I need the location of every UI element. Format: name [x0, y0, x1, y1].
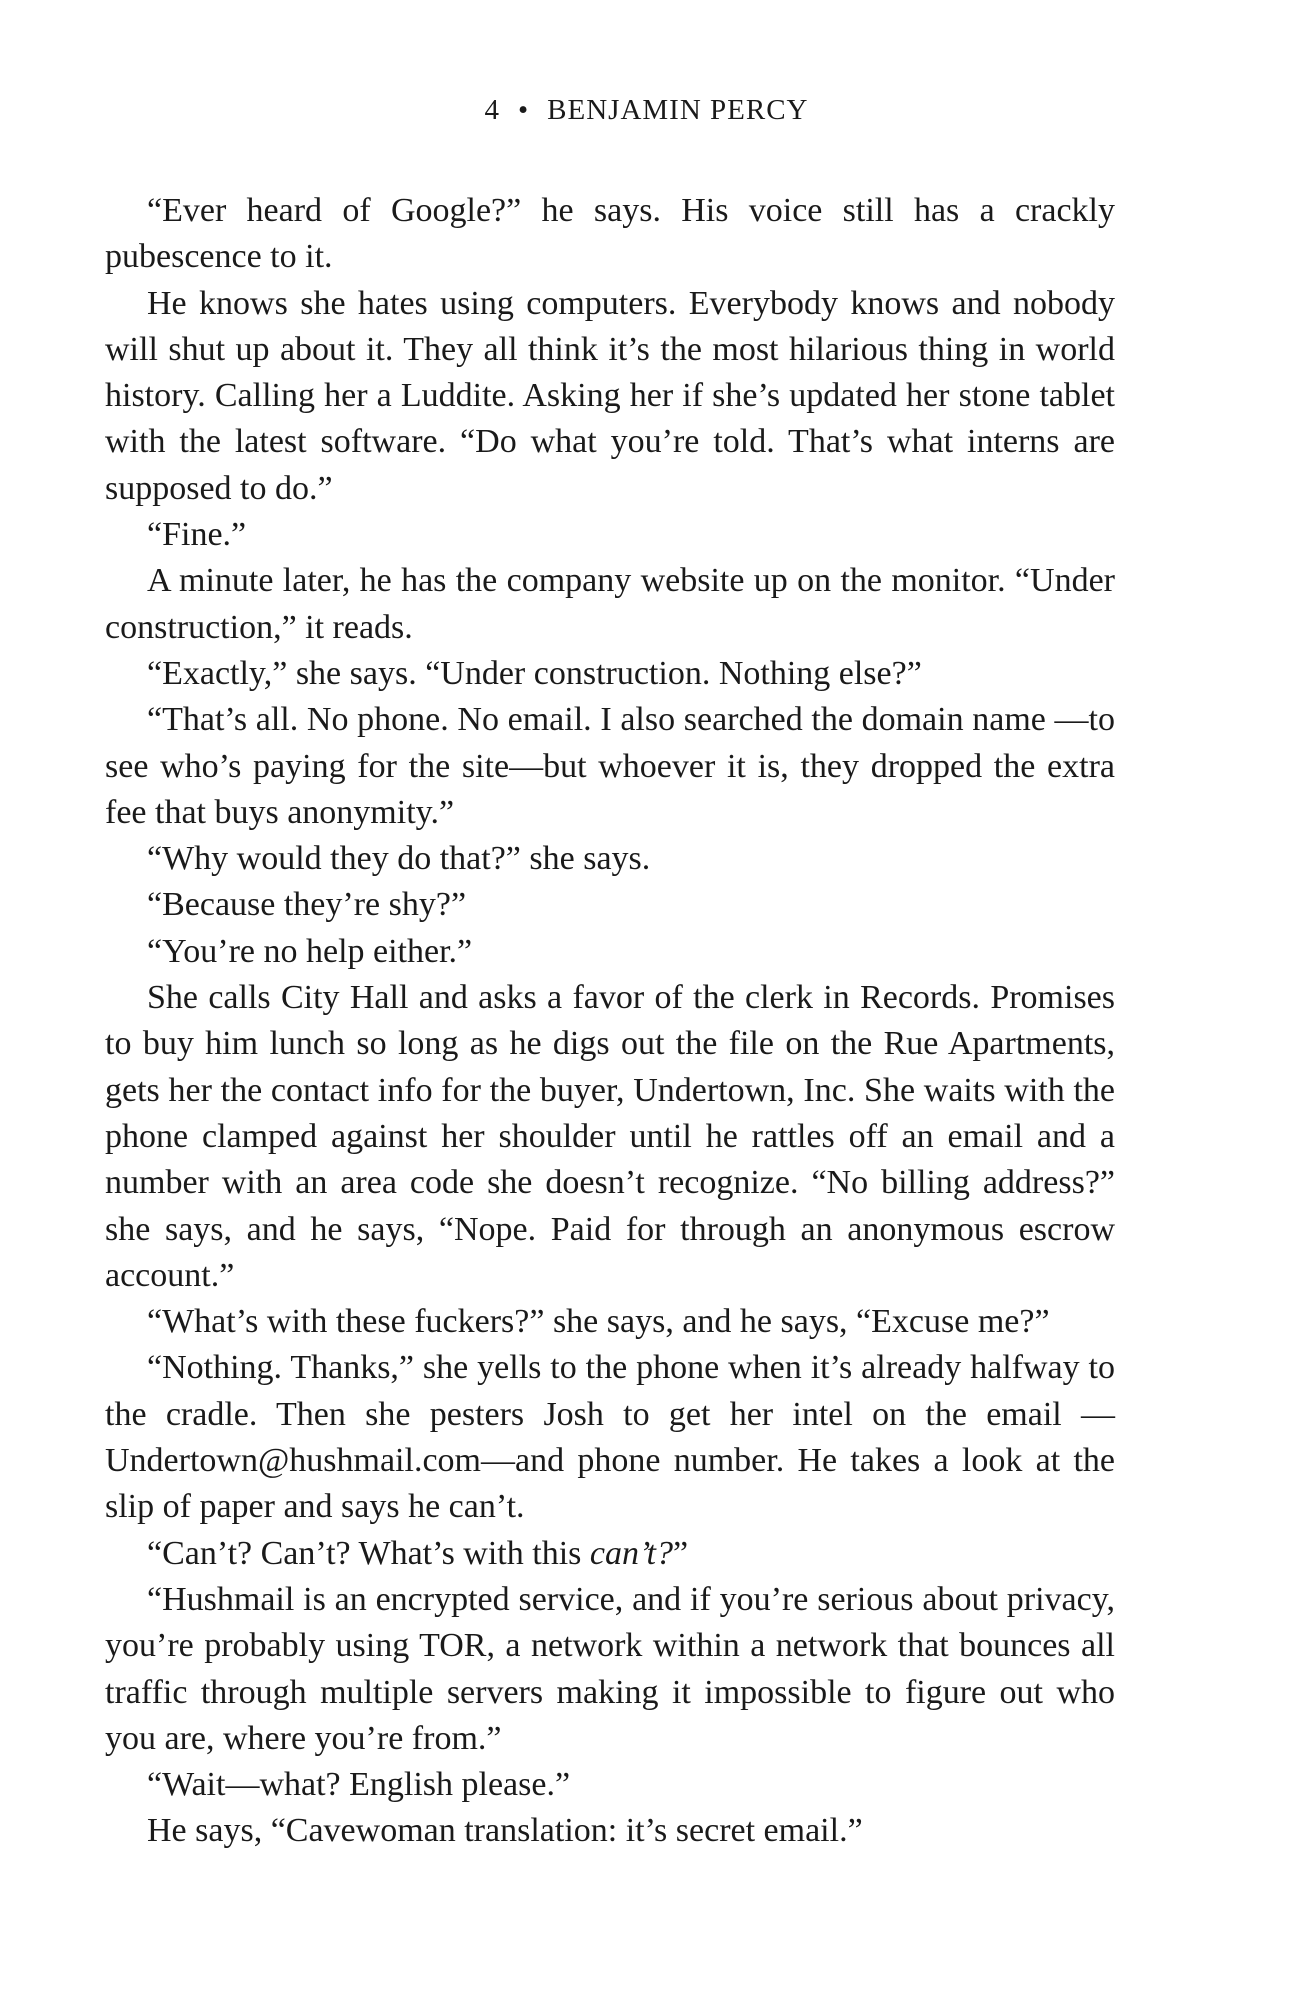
paragraph: “Why would they do that?” she says.	[147, 840, 651, 878]
cant-trail: ”	[672, 1534, 689, 1572]
cant-lead: “Can’t? Can’t? What’s with this	[147, 1534, 590, 1572]
header-separator: •	[518, 94, 530, 126]
paragraph: He knows she hates using computers. Everybody knows and nobody will shut up about it. They all think it’s the most hilarious thing in world history. Calling her a Luddite. Asking her if she’s updated her stone tablet with the latest software. “Do what you’re told. That’s what interns are supposed to do.”	[105, 284, 1115, 507]
paragraph: “Wait—what? English please.”	[147, 1766, 571, 1804]
cant-italic: can’t?	[589, 1534, 673, 1572]
author-name: BENJAMIN PERCY	[547, 94, 809, 126]
page-number: 4	[484, 94, 500, 126]
paragraph: “What’s with these fuckers?” she says, and he says, “Excuse me?”	[147, 1303, 1050, 1341]
paragraph: “Hushmail is an encrypted service, and if you’re serious about privacy, you’re probably using TOR, a network within a network that bounces all traffic through multiple servers making it impossible to figure out who you are, where you’re from.”	[105, 1580, 1115, 1757]
paragraph-cant	[105, 1531, 1115, 1577]
paragraph: “Ever heard of Google?” he says. His voice still has a crackly pubescence to it.	[105, 192, 1115, 276]
paragraph: “That’s all. No phone. No email. I also searched the domain name —to see who’s paying for the site—but whoever it is, they dropped the extra fee that buys anonymity.”	[105, 701, 1115, 831]
running-header	[0, 92, 1293, 128]
paragraph: “Because they’re shy?”	[147, 886, 467, 924]
paragraph: “Fine.”	[147, 516, 247, 554]
paragraph: He says, “Cavewoman translation: it’s secret email.”	[147, 1812, 863, 1850]
paragraph: A minute later, he has the company website up on the monitor. “Under construction,” it reads.	[105, 562, 1115, 646]
paragraph: “Nothing. Thanks,” she yells to the phone when it’s already halfway to the cradle. Then she pesters Josh to get her intel on the email —Undertown@hushmail.com—and phone number. He takes a look at the slip of paper and says he can’t.	[105, 1349, 1115, 1526]
paragraph: “Exactly,” she says. “Under construction. Nothing else?”	[147, 654, 922, 692]
body-text	[105, 188, 1115, 1855]
paragraph: “You’re no help either.”	[147, 932, 473, 970]
paragraph: She calls City Hall and asks a favor of the clerk in Records. Promises to buy him lunch so long as he digs out the file on the Rue Apartments, gets her the contact info for the buyer, Undertown, Inc. She waits with the phone clamped against her shoulder until he rattles off an email and a number with an area code she doesn’t recognize. “No billing address?” she says, and he says, “Nope. Paid for through an anonymous escrow account.”	[105, 979, 1115, 1294]
